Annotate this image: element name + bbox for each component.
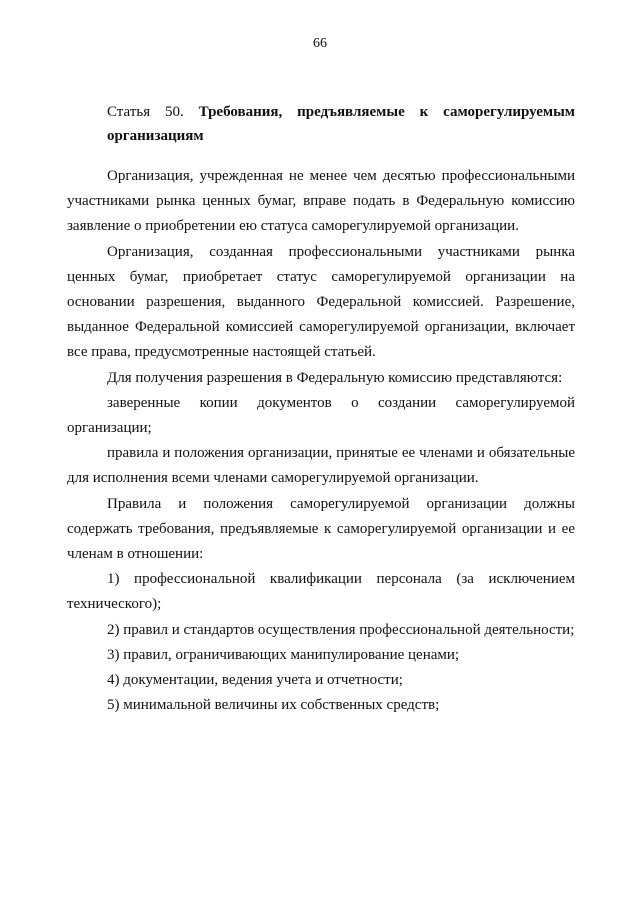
list-item: 2) правил и стандартов осуществления профессиональной деятельности;: [107, 621, 575, 638]
paragraph: Правила и положения саморегулируемой организации должны содержать требования, предъявляемые к саморегулируемой организации и ее членам в отношении:: [67, 495, 575, 563]
article-heading: [107, 100, 575, 124]
article-number: Статья 50.: [107, 104, 184, 120]
list-item: 4) документации, ведения учета и отчетности;: [107, 672, 403, 689]
paragraph: Организация, учрежденная не менее чем десятью профессиональными участниками рынка ценных бумаг, вправе подать в Федеральную комиссию заявление о приобретении ею статуса саморегулируемой организации.: [67, 168, 575, 235]
article-title-continued: организациям: [107, 128, 204, 144]
list-item: 1) профессиональной квалификации персонала (за исключением технического);: [67, 571, 575, 613]
list-item: 3) правил, ограничивающих манипулирование ценами;: [107, 646, 460, 663]
paragraph: правила и положения организации, принятые ее членами и обязательные для исполнения всеми членами саморегулируемой организации.: [67, 445, 575, 487]
paragraph: заверенные копии документов о создании саморегулируемой организации;: [67, 394, 575, 437]
paragraph: Организация, созданная профессиональными участниками рынка ценных бумаг, приобретает статус саморегулируемой организации на основании разрешения, выданного Федеральной комиссией. Разрешение, выданное Федеральной комиссией саморегулируемой организации, включает все права, предусмотренные настоящей статьей.: [67, 243, 575, 361]
article-body: [67, 164, 575, 718]
article-title: Требования, предъявляемые к саморегулируемым: [198, 104, 575, 120]
paragraph: Для получения разрешения в Федеральную комиссию представляются:: [107, 369, 563, 386]
list-item: 5) минимальной величины их собственных средств;: [107, 697, 440, 714]
page-number: 66: [313, 36, 327, 51]
